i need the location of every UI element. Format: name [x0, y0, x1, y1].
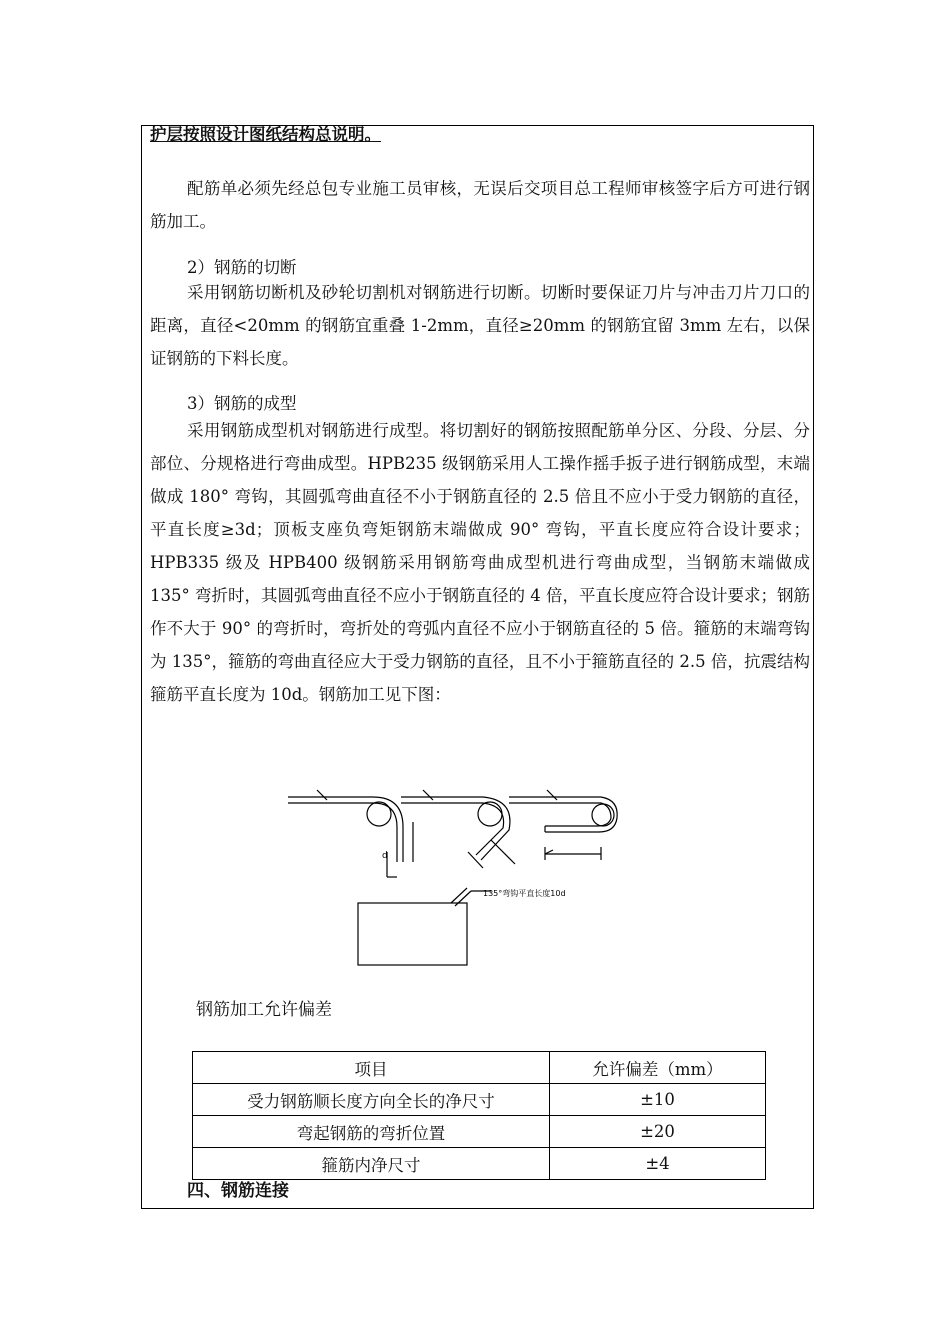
- hook-90-figure: [288, 790, 413, 877]
- table-row: [193, 1148, 766, 1180]
- diagram-label-d: d: [382, 851, 388, 861]
- table-header-row: [193, 1052, 766, 1084]
- diagram-label-135: 135°弯钩平直长度10d: [483, 889, 566, 898]
- table-cell: ±20: [550, 1116, 766, 1148]
- subhead-cutting: 2）钢筋的切断: [187, 258, 297, 277]
- stirrup-hook-1: [451, 888, 467, 903]
- table-header-tolerance: 允许偏差（mm）: [550, 1052, 766, 1084]
- stirrup-rectangle: [358, 903, 467, 965]
- paragraph-review-text: 配筋单必须先经总包专业施工员审核，无误后交项目总工程师审核签字后方可进行钢筋加工。: [150, 179, 810, 231]
- stirrup-hook-2: [455, 891, 471, 906]
- paragraph-cutting: [150, 276, 810, 375]
- hook-180-figure: [509, 790, 617, 860]
- paragraph-cutting-text: 采用钢筋切断机及砂轮切割机对钢筋进行切断。切断时要保证刀片与冲击刀片刀口的距离，直径<20mm 的钢筋宜重叠 1-2mm，直径≥20mm 的钢筋宜留 3mm 左右，以保证钢筋的下料长度。: [150, 283, 810, 368]
- tolerance-title: 钢筋加工允许偏差: [196, 1000, 332, 1020]
- continued-line: 护层按照设计图纸结构总说明。: [150, 125, 381, 144]
- paragraph-forming: [150, 414, 810, 711]
- table-cell: ±4: [550, 1148, 766, 1180]
- table-cell: 箍筋内净尺寸: [193, 1148, 550, 1180]
- subhead-forming: 3）钢筋的成型: [187, 394, 297, 413]
- table-cell: 受力钢筋顺长度方向全长的净尺寸: [193, 1084, 550, 1116]
- section-4-heading: 四、钢筋连接: [187, 1181, 289, 1201]
- tolerance-table: [192, 1051, 766, 1180]
- paragraph-forming-text: 采用钢筋成型机对钢筋进行成型。将切割好的钢筋按照配筋单分区、分段、分层、分部位、分规格进行弯曲成型。HPB235 级钢筋采用人工操作摇手扳子进行钢筋成型，末端做成 180° 弯钩，其圆弧弯曲直径不小于钢筋直径的 2.5 倍且不应小于受力钢筋的直径，平直长度≥3d；顶板支座负弯矩钢筋末端做成 90° 弯钩，平直长度应符合设计要求；HPB335 级及 HPB400 级钢筋采用钢筋弯曲成型机进行弯曲成型，当钢筋末端做成 135° 弯折时，其圆弧弯曲直径不应小于钢筋直径的 4 倍，平直长度应符合设计要求；钢筋作不大于 90° 的弯折时，弯折处的弯弧内直径不应小于钢筋直径的 5 倍。箍筋的末端弯钩为 135°，箍筋的弯曲直径应大于受力钢筋的直径，且不小于箍筋直径的 2.5 倍，抗震结构箍筋平直长度为 10d。钢筋加工见下图：: [150, 421, 810, 704]
- table-cell: ±10: [550, 1084, 766, 1116]
- table-row: [193, 1116, 766, 1148]
- hook-135-figure: [401, 790, 515, 868]
- table-row: [193, 1084, 766, 1116]
- table-cell: 弯起钢筋的弯折位置: [193, 1116, 550, 1148]
- paragraph-review: [150, 172, 810, 238]
- table-header-item: 项目: [193, 1052, 550, 1084]
- rebar-bending-diagram: [283, 782, 623, 992]
